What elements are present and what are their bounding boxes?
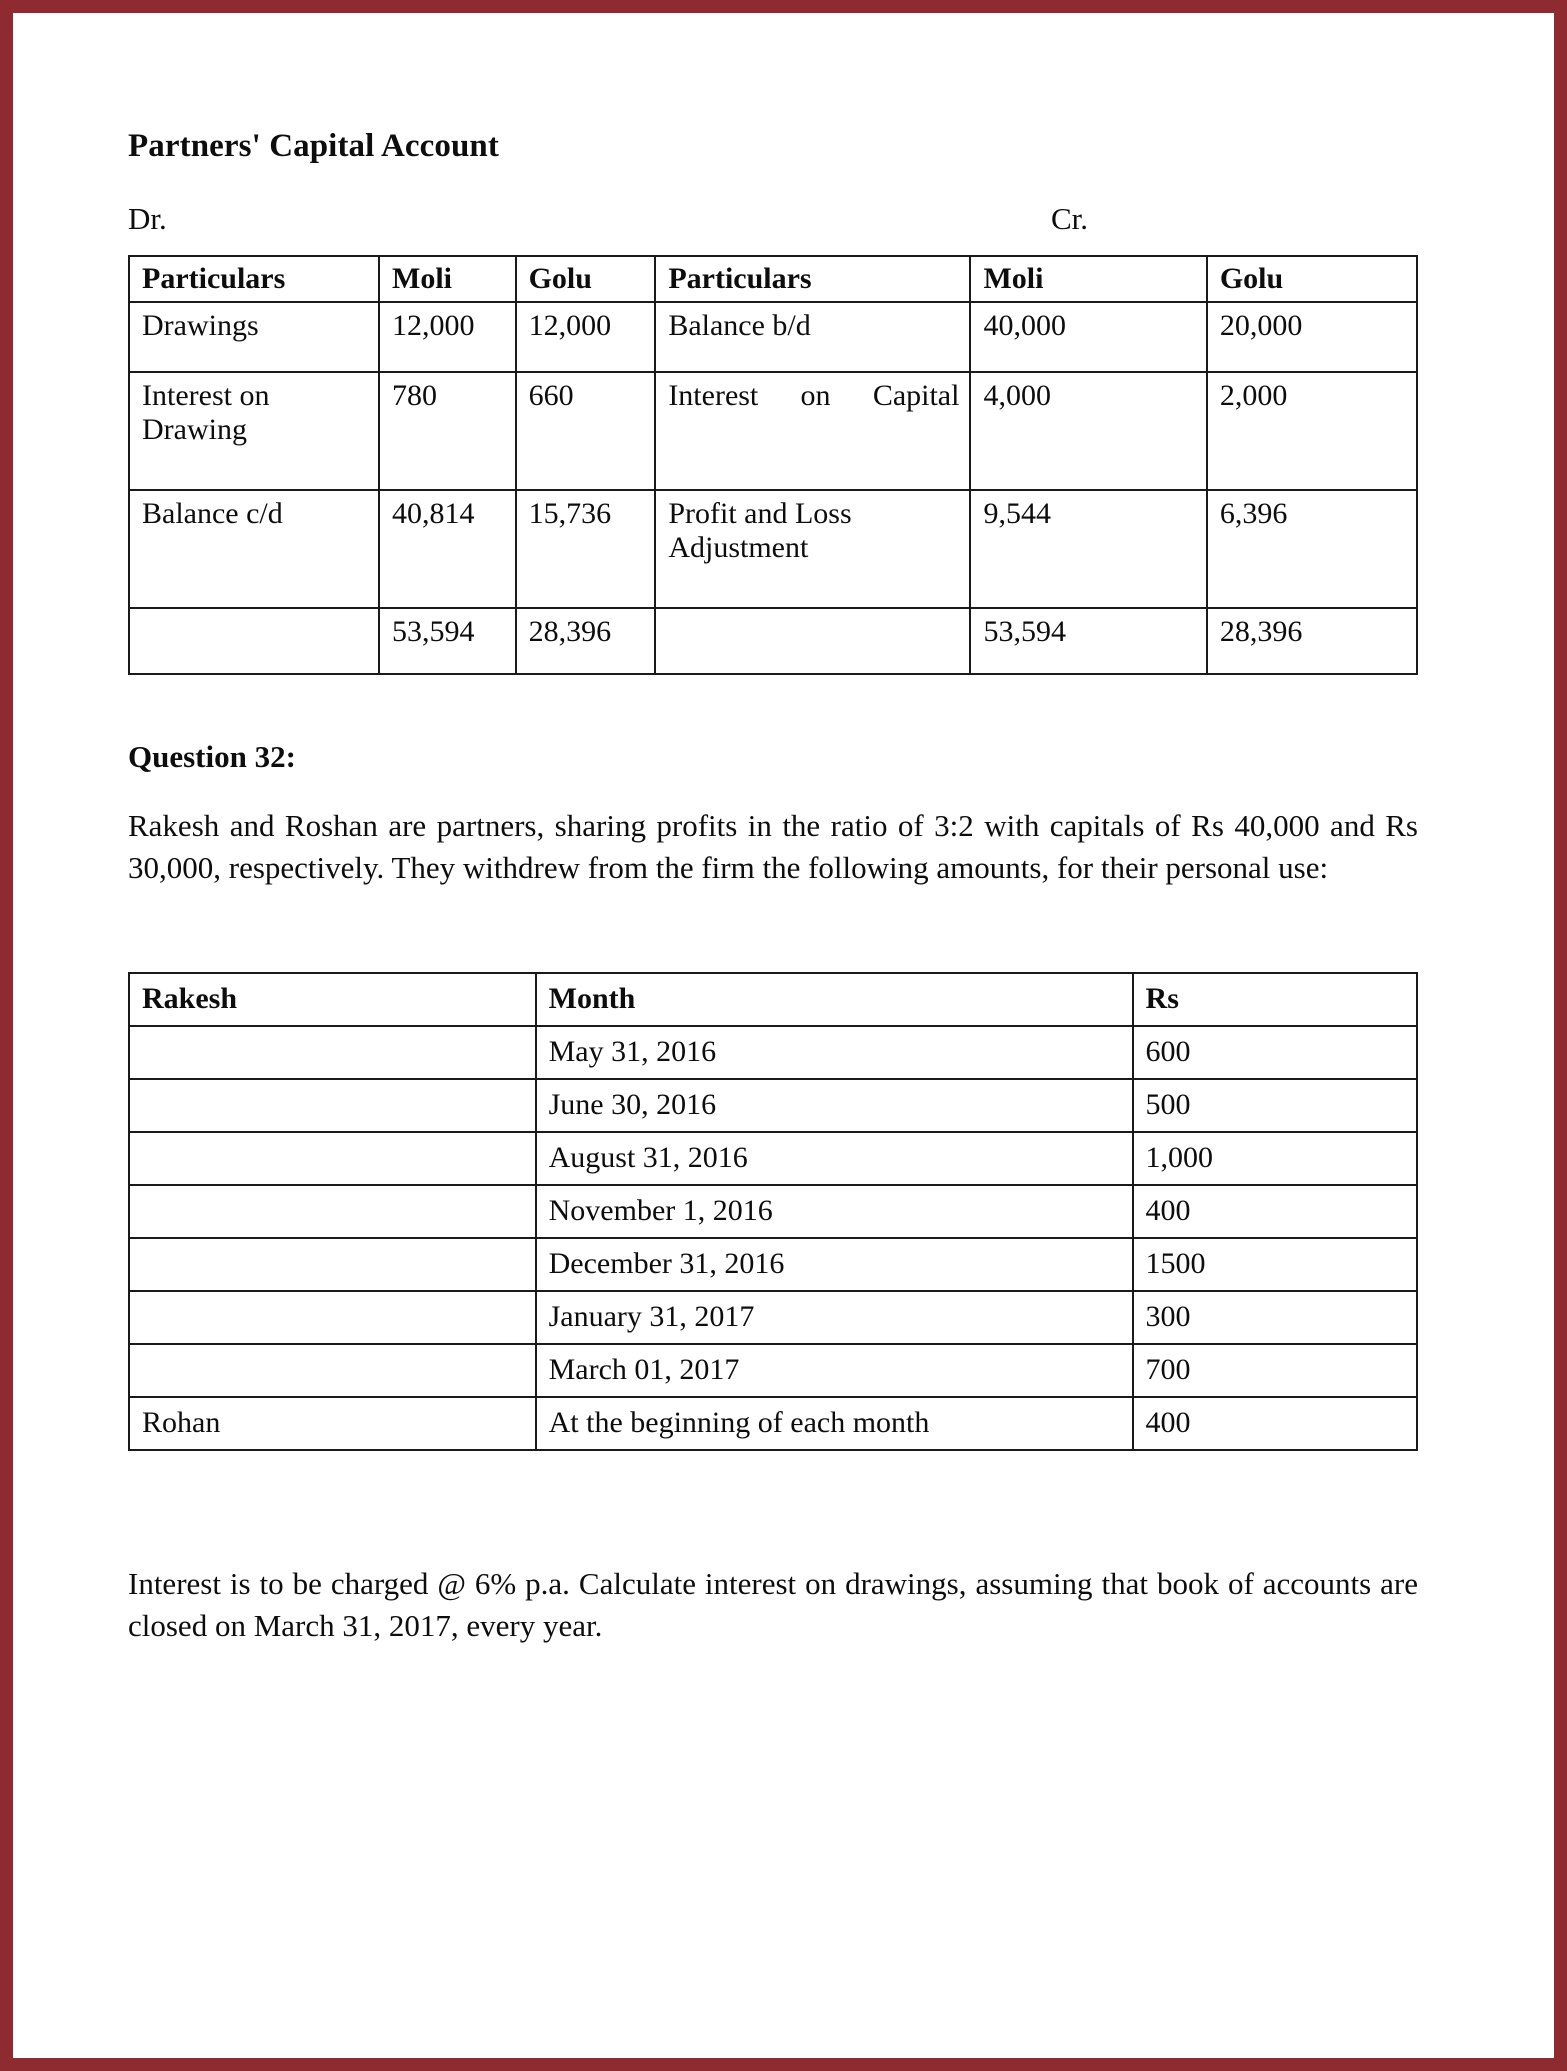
cell-amount: 1,000 <box>1133 1132 1417 1185</box>
cell-partner-name <box>129 1132 536 1185</box>
cell-amount: 400 <box>1133 1397 1417 1450</box>
cell-partner-name <box>129 1291 536 1344</box>
cell-partner-name <box>129 1344 536 1397</box>
cell-month: November 1, 2016 <box>536 1185 1133 1238</box>
cell-dr-golu: 660 <box>516 372 656 490</box>
table-row <box>129 1185 1417 1238</box>
question-heading: Question 32: <box>128 739 296 774</box>
table-header-row <box>129 256 1417 302</box>
cell-partner-name <box>129 1238 536 1291</box>
cell-month: December 31, 2016 <box>536 1238 1133 1291</box>
cell-partner-name <box>129 1026 536 1079</box>
cell-cr-particulars: Balance b/d <box>655 302 970 372</box>
cell-month: August 31, 2016 <box>536 1132 1133 1185</box>
cell-total-dr-moli: 53,594 <box>379 608 516 674</box>
cell-amount: 700 <box>1133 1344 1417 1397</box>
table-row <box>129 490 1417 608</box>
header-golu-dr: Golu <box>516 256 656 302</box>
header-partner-name: Rakesh <box>129 973 536 1026</box>
header-moli-dr: Moli <box>379 256 516 302</box>
cell-dr-moli: 780 <box>379 372 516 490</box>
question-body-text: Rakesh and Roshan are partners, sharing profits in the ratio of 3:2 with capitals of Rs 40,000 and Rs 30,000, respectively. They withdrew from the firm the following amounts, for their personal use: <box>128 808 1418 886</box>
table-row <box>129 1132 1417 1185</box>
credit-label: Cr. <box>1050 201 1088 236</box>
cell-amount: 300 <box>1133 1291 1417 1344</box>
table-row <box>129 1291 1417 1344</box>
cell-dr-golu: 12,000 <box>516 302 656 372</box>
table-row <box>129 1397 1417 1450</box>
table-row <box>129 1238 1417 1291</box>
cell-month: May 31, 2016 <box>536 1026 1133 1079</box>
cell-partner-name <box>129 1079 536 1132</box>
cell-cr-golu: 20,000 <box>1207 302 1417 372</box>
header-month: Month <box>536 973 1133 1026</box>
table-row <box>129 1079 1417 1132</box>
cell-dr-moli: 40,814 <box>379 490 516 608</box>
header-golu-cr: Golu <box>1207 256 1417 302</box>
debit-label: Dr. <box>128 201 167 236</box>
partners-capital-account-table <box>128 255 1418 675</box>
table-row <box>129 372 1417 490</box>
cell-total-cr-moli: 53,594 <box>970 608 1206 674</box>
header-rs: Rs <box>1133 973 1417 1026</box>
cell-dr-particulars: Balance c/d <box>129 490 379 608</box>
cell-month: At the beginning of each month <box>536 1397 1133 1450</box>
cell-total-cr-golu: 28,396 <box>1207 608 1417 674</box>
cell-cr-particulars: Profit and Loss Adjustment <box>655 490 970 608</box>
cell-dr-particulars: Interest on Drawing <box>129 372 379 490</box>
cell-dr-particulars: Drawings <box>129 302 379 372</box>
cell-dr-moli: 12,000 <box>379 302 516 372</box>
cell-month: June 30, 2016 <box>536 1079 1133 1132</box>
cell-month: January 31, 2017 <box>536 1291 1133 1344</box>
debit-credit-labels <box>128 201 1248 237</box>
cell-cr-particulars: Interest on Capital <box>655 372 970 490</box>
cell-amount: 400 <box>1133 1185 1417 1238</box>
cell-amount: 600 <box>1133 1026 1417 1079</box>
cell-month: March 01, 2017 <box>536 1344 1133 1397</box>
header-moli-cr: Moli <box>970 256 1206 302</box>
cell-cr-moli: 4,000 <box>970 372 1206 490</box>
document-content <box>128 128 1428 1648</box>
table-row <box>129 302 1417 372</box>
cell-cr-moli: 9,544 <box>970 490 1206 608</box>
table-header-row <box>129 973 1417 1026</box>
cell-cr-golu: 2,000 <box>1207 372 1417 490</box>
cell-dr-golu: 15,736 <box>516 490 656 608</box>
table-row <box>129 1026 1417 1079</box>
cell-total-dr-particulars <box>129 608 379 674</box>
header-particulars-dr: Particulars <box>129 256 379 302</box>
cell-total-dr-golu: 28,396 <box>516 608 656 674</box>
table-total-row <box>129 608 1417 674</box>
page-title: Partners' Capital Account <box>128 128 499 164</box>
cell-total-cr-particulars <box>655 608 970 674</box>
cell-partner-name <box>129 1185 536 1238</box>
header-particulars-cr: Particulars <box>655 256 970 302</box>
cell-cr-golu: 6,396 <box>1207 490 1417 608</box>
question-closing-text: Interest is to be charged @ 6% p.a. Calculate interest on drawings, assuming that book of accounts are closed on March 31, 2017, every year. <box>128 1565 1418 1644</box>
table-row <box>129 1344 1417 1397</box>
cell-partner-name: Rohan <box>129 1397 536 1450</box>
cell-amount: 1500 <box>1133 1238 1417 1291</box>
cell-cr-moli: 40,000 <box>970 302 1206 372</box>
drawings-schedule-table <box>128 972 1418 1451</box>
cell-amount: 500 <box>1133 1079 1417 1132</box>
